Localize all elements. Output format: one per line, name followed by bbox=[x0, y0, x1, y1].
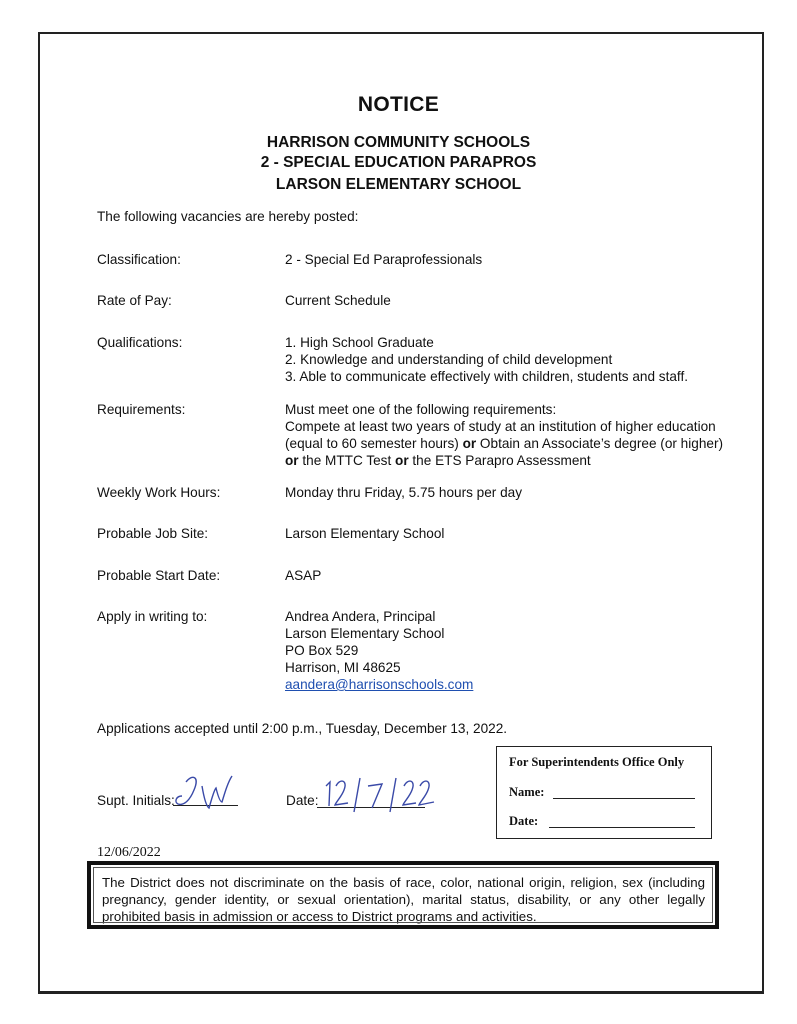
requirements-text: Obtain an Associate’s degree (or higher) bbox=[476, 436, 724, 451]
apply-line: Andrea Andera, Principal bbox=[285, 609, 436, 624]
qualification-item: 1. High School Graduate bbox=[285, 335, 434, 350]
or-keyword: or bbox=[395, 453, 409, 468]
notice-title: NOTICE bbox=[357, 93, 440, 116]
site-label: Probable Job Site: bbox=[97, 526, 209, 541]
printed-date: 12/06/2022 bbox=[97, 845, 161, 860]
sig-date-handwriting bbox=[316, 772, 446, 816]
hours-label: Weekly Work Hours: bbox=[97, 485, 221, 500]
requirements-text: the MTTC Test bbox=[298, 453, 396, 468]
requirements-line: Compete at least two years of study at an institution of higher education bbox=[285, 419, 716, 434]
rate-label: Rate of Pay: bbox=[97, 293, 172, 308]
qualification-item: 3. Able to communicate effectively with children, students and staff. bbox=[285, 369, 688, 384]
requirements-line: Must meet one of the following requirements: bbox=[285, 402, 557, 417]
apply-line: PO Box 529 bbox=[285, 643, 359, 658]
district-heading: HARRISON COMMUNITY SCHOOLS bbox=[266, 134, 531, 151]
apply-line: Harrison, MI 48625 bbox=[285, 660, 401, 675]
requirements-text: the ETS Parapro Assessment bbox=[408, 453, 591, 468]
hours-value: Monday thru Friday, 5.75 hours per day bbox=[285, 485, 523, 500]
qualifications-label: Qualifications: bbox=[97, 335, 183, 350]
requirements-label: Requirements: bbox=[97, 402, 186, 417]
or-keyword: or bbox=[462, 436, 477, 451]
nondiscrimination-notice: The District does not discriminate on the basis of race, color, national origin, religion, sex (including pregnancy, gender identity, or sexual orientation), marital status, disability, or any other legally prohibited basis in admission or access to District programs and activities. bbox=[87, 861, 719, 929]
office-name-line bbox=[553, 798, 695, 799]
office-use-box bbox=[496, 746, 712, 839]
school-heading: LARSON ELEMENTARY SCHOOL bbox=[275, 176, 522, 193]
start-label: Probable Start Date: bbox=[97, 568, 221, 583]
rate-value: Current Schedule bbox=[285, 293, 391, 308]
requirements-line bbox=[285, 452, 591, 469]
office-name-label: Name: bbox=[509, 785, 545, 799]
office-date-line bbox=[549, 827, 695, 828]
apply-label: Apply in writing to: bbox=[97, 609, 208, 624]
site-value: Larson Elementary School bbox=[285, 526, 445, 541]
initials-label: Supt. Initials: bbox=[97, 793, 175, 808]
email-link[interactable]: aandera@harrisonschools.com bbox=[285, 677, 474, 692]
apply-line: Larson Elementary School bbox=[285, 626, 445, 641]
office-box-title: For Superintendents Office Only bbox=[509, 755, 685, 769]
qualification-item: 2. Knowledge and understanding of child development bbox=[285, 352, 613, 367]
position-heading: 2 - SPECIAL EDUCATION PARAPROS bbox=[260, 154, 537, 171]
requirements-text: (equal to 60 semester hours) bbox=[285, 436, 463, 451]
or-keyword: or bbox=[285, 453, 299, 468]
classification-value: 2 - Special Ed Paraprofessionals bbox=[285, 252, 483, 267]
initials-signature bbox=[172, 768, 242, 820]
requirements-line bbox=[285, 435, 723, 452]
intro-text: The following vacancies are hereby posted: bbox=[97, 209, 359, 224]
deadline-text: Applications accepted until 2:00 p.m., Tuesday, December 13, 2022. bbox=[97, 721, 508, 736]
sig-date-label: Date: bbox=[286, 793, 319, 808]
start-value: ASAP bbox=[285, 568, 322, 583]
classification-label: Classification: bbox=[97, 252, 181, 267]
office-date-label: Date: bbox=[509, 814, 539, 828]
